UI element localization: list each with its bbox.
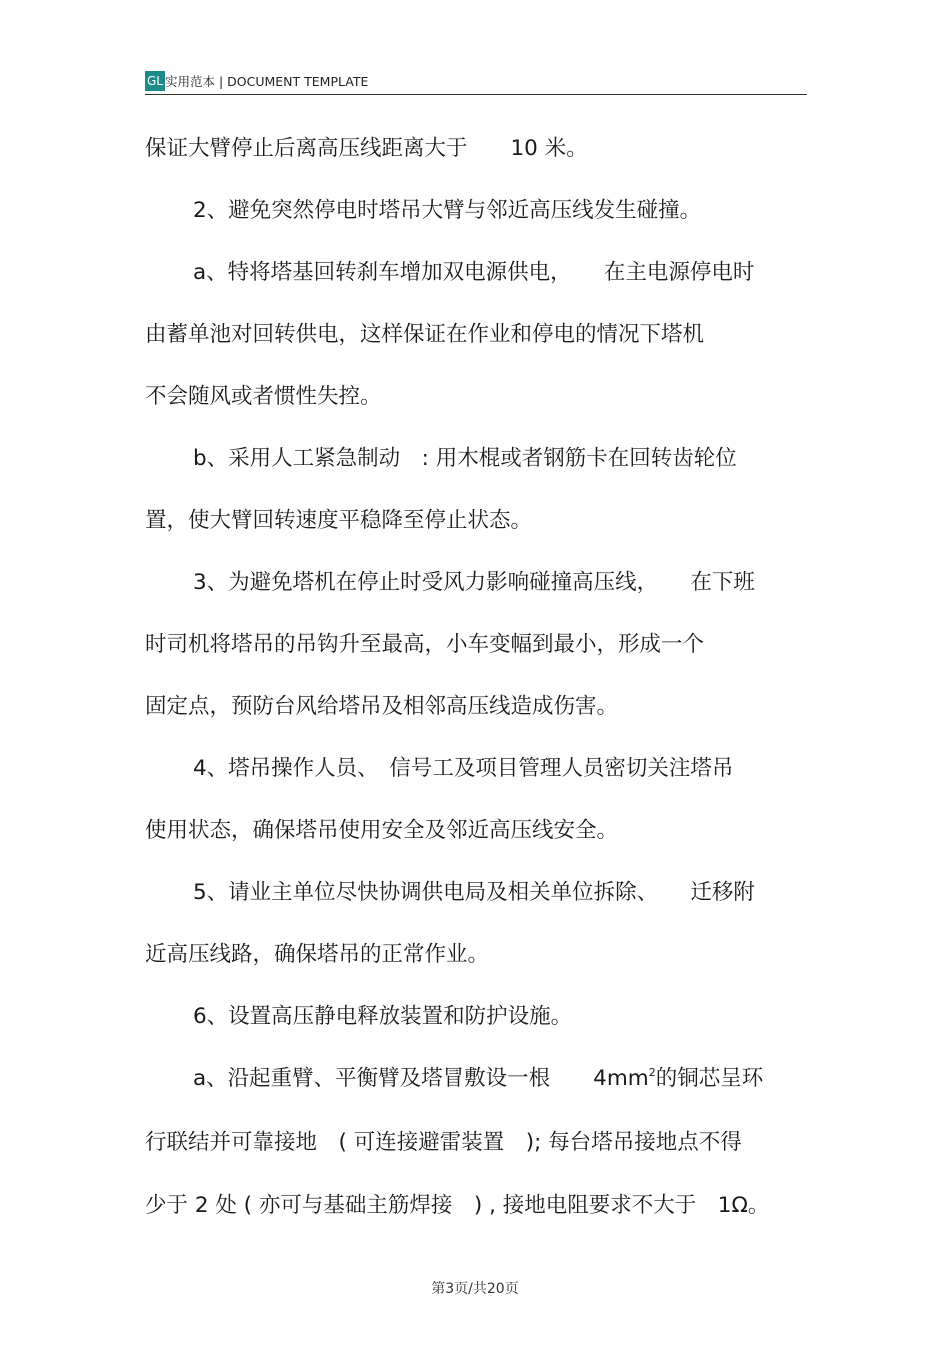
text-line: 不会随风或者惯性失控。 [145,384,382,409]
text-line: a、特将塔基回转刹车增加双电源供电， 在主电源停电时 [193,260,755,285]
text-line: 时司机将塔吊的吊钩升至最高，小车变幅到最小，形成一个 [145,632,705,657]
page-header [145,70,807,95]
text-line: b、采用人工紧急制动 : 用木棍或者钢筋卡在回转齿轮位 [193,446,737,471]
text-segment: a、沿起重臂、平衡臂及塔冒敷设一根 4mm [193,1066,649,1091]
text-line: 5、请业主单位尽快协调供电局及相关单位拆除、 迁移附 [193,880,755,905]
text-line: 置，使大臂回转速度平稳降至停止状态。 [145,508,533,533]
page-number: 第3页/共20页 [431,1281,519,1297]
text-line: 4、塔吊操作人员、 信号工及项目管理人员密切关注塔吊 [193,756,734,781]
text-line-with-superscript [193,1064,763,1094]
text-line: 6、设置高压静电释放装置和防护设施。 [193,1004,573,1029]
text-line: 使用状态，确保塔吊使用安全及邻近高压线安全。 [145,818,619,843]
text-line: 近高压线路，确保塔吊的正常作业。 [145,942,490,967]
text-line: 少于 2 处 ( 亦可与基础主筋焊接 ) , 接地电阻要求不大于 1Ω。 [145,1193,770,1218]
text-segment: 的铜芯呈环 [655,1066,764,1091]
text-line: 保证大臂停止后离高压线距离大于 10 米。 [145,136,588,161]
text-line: 3、为避免塔机在停止时受风力影响碰撞高压线， 在下班 [193,570,755,595]
brand-logo: GL [145,71,165,91]
text-line: 固定点，预防台风给塔吊及相邻高压线造成伤害。 [145,694,619,719]
header-title: 实用范本 | DOCUMENT TEMPLATE [165,74,369,89]
text-line: 由蓄单池对回转供电，这样保证在作业和停电的情况下塔机 [145,322,705,347]
text-line: 行联结并可靠接地 ( 可连接避雷装置 ); 每台塔吊接地点不得 [145,1130,742,1155]
text-line: 2、避免突然停电时塔吊大臂与邻近高压线发生碰撞。 [193,198,702,223]
superscript: 2 [648,1066,656,1079]
